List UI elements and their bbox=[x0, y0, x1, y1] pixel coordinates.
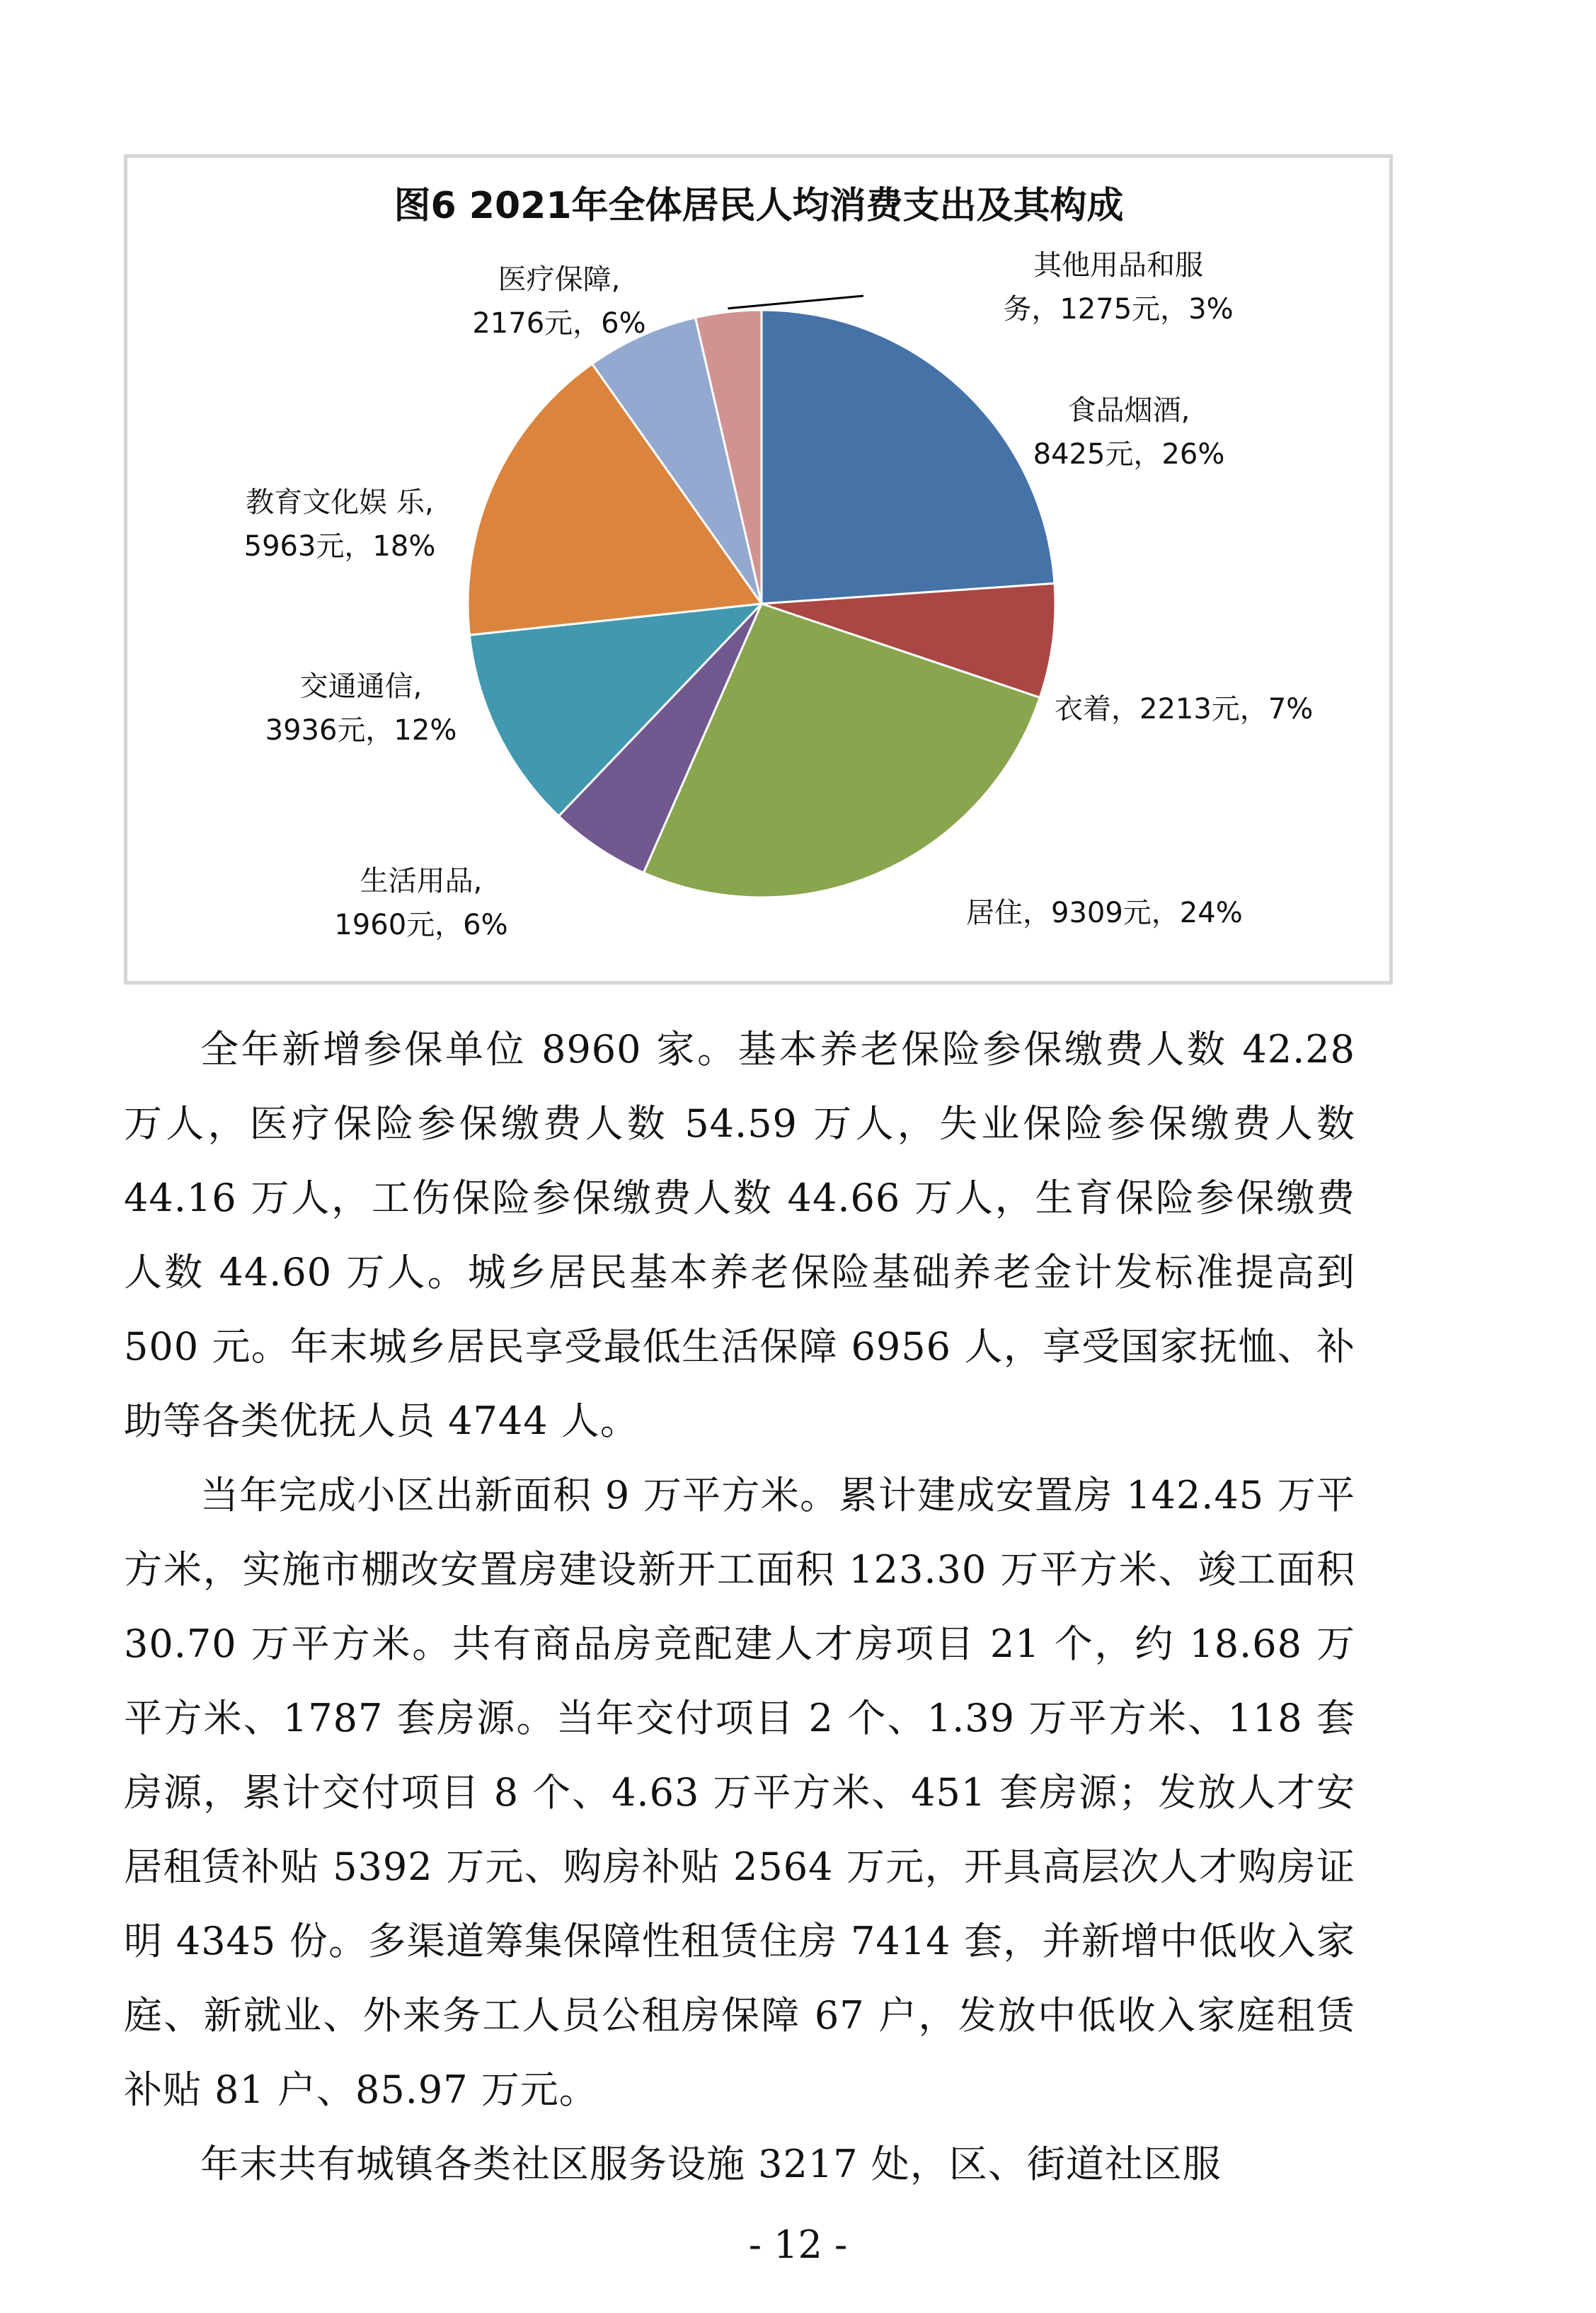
slice-label-line: 医疗保障, bbox=[498, 263, 621, 296]
pie-chart bbox=[127, 158, 1389, 981]
slice-label-line: 衣着，2213元，7% bbox=[1055, 693, 1314, 725]
slice-label bbox=[472, 263, 645, 340]
slice-label-line: 其他用品和服 bbox=[1033, 249, 1203, 282]
slice-label-line: 2176元，6% bbox=[472, 307, 646, 340]
paragraph-community-services: 年末共有城镇各类社区服务设施 3217 处，区、街道社区服 bbox=[200, 2142, 1222, 2186]
slice-label bbox=[244, 486, 436, 563]
slice-label-line: 交通通信, bbox=[299, 670, 423, 703]
slice-label-line: 居住，9309元，24% bbox=[966, 897, 1243, 929]
slice-label-line: 生活用品, bbox=[360, 865, 483, 897]
page-number: - 12 - bbox=[748, 2222, 848, 2267]
slice-label bbox=[1033, 394, 1225, 471]
slice-label-line: 务，1275元，3% bbox=[1003, 293, 1234, 326]
slice-label bbox=[334, 865, 507, 941]
pie-chart-frame bbox=[124, 154, 1393, 985]
paragraph-housing: 当年完成小区出新面积 9 万平方米。累计建成安置房 142.45 万平方米，实施市棚改安置房建设新开工面积 123.30 万平方米、竣工面积 30.70 万平方米。共有商品房竞配建人才房项目 21 个，约 18.68 万平方米、1787 套房源。当年交付项目 2 个、1.39 万平方米、118 套房源，累计交付项目 8 个、4.63 万平方米、451 套房源；发放人才安居租赁补贴 5392 万元、购房补贴 2564 万元，开具高层次人才购房证明 4345 份。多渠道筹集保障性租赁住房 7414 套，并新增中低收入家庭、新就业、外来务工人员公租房保障 67 户，发放中低收入家庭租赁补贴 81 户、85.97 万元。 bbox=[124, 1473, 1355, 2112]
slice-label-line: 8425元，26% bbox=[1033, 438, 1225, 471]
slice-label-line: 3936元，12% bbox=[265, 714, 457, 747]
slice-label-line: 食品烟酒, bbox=[1067, 394, 1190, 427]
leader-line bbox=[728, 296, 863, 309]
slice-label-line: 5963元，18% bbox=[243, 530, 436, 563]
slice-label bbox=[265, 670, 457, 747]
slice-label bbox=[966, 897, 1243, 929]
slice-label bbox=[1003, 249, 1233, 326]
slice-label bbox=[1055, 693, 1313, 725]
body-text bbox=[124, 1012, 1355, 2201]
paragraph-social-insurance: 全年新增参保单位 8960 家。基本养老保险参保缴费人数 42.28 万人，医疗保险参保缴费人数 54.59 万人，失业保险参保缴费人数 44.16 万人，工伤保险参保缴费人数 44.66 万人，生育保险参保缴费人数 44.60 万人。城乡居民基本养老保险基础养老金计发标准提高到 500 元。年末城乡居民享受最低生活保障 6956 人，享受国家抚恤、补助等各类优抚人员 4744 人。 bbox=[124, 1027, 1355, 1443]
chart-title: 图6 2021年全体居民人均消费支出及其构成 bbox=[394, 185, 1124, 227]
slice-label-line: 教育文化娱 乐, bbox=[246, 486, 434, 519]
slice-label-line: 1960元，6% bbox=[334, 909, 508, 941]
pie-slice bbox=[762, 310, 1055, 604]
